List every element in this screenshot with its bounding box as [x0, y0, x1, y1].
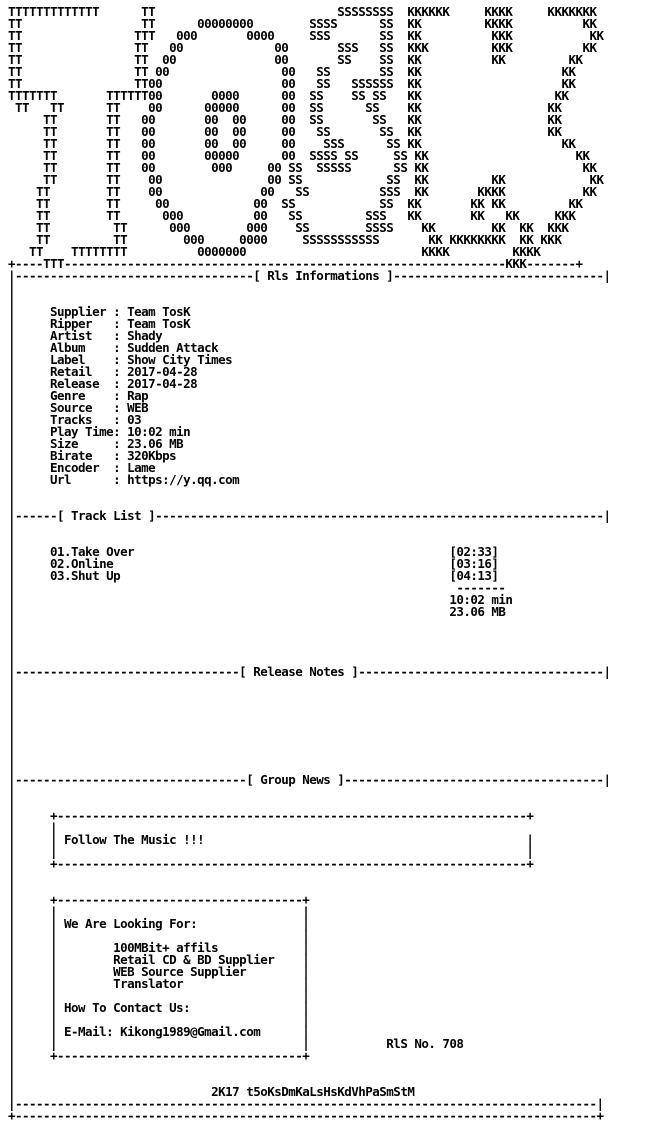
nfo-line: | | — [8, 820, 58, 835]
nfo-line: | 2K17 t5oKsDmKaLsHsKdVhPaSmStM — [8, 1084, 415, 1099]
nfo-line: TT TT 00 00 SS SS KK KK — [8, 64, 576, 79]
nfo-line: | | E-Mail: Kikong1989@Gmail.com | — [8, 1024, 310, 1039]
nfo-line: TT TT 000 00 SS SSS KK KK KK KKK — [8, 208, 576, 223]
nfo-line: | Encoder : Lame — [8, 460, 156, 475]
nfo-line: | Supplier : Team TosK — [8, 304, 191, 319]
nfo-line: | — [8, 640, 16, 655]
nfo-line: | +-----------------------------------+ — [8, 1048, 310, 1063]
nfo-line: | — [8, 880, 16, 895]
nfo-line: TTTTTTT TTTTTT00 0000 00 SS SS SS KK KK — [8, 88, 569, 103]
nfo-line: | | 100MBit+ affils | — [8, 940, 310, 955]
nfo-line: TTTTTTTTTTTTT TT SSSSSSSS KKKKKK KKKK KKKKKKK — [8, 4, 597, 19]
nfo-line: |--------------------------------[ Release Notes ]-----------------------------------| — [8, 664, 611, 679]
nfo-line: | Release : 2017-04-28 — [8, 376, 198, 391]
nfo-line: | Url : https://y.qq.com — [8, 472, 240, 487]
nfo-line: TT TT 00 00 SS SS KK KK KK — [8, 52, 583, 67]
nfo-line: | | | — [8, 928, 310, 943]
nfo-line: | — [8, 496, 16, 511]
nfo-line: TT TT 00000000 SSSS SS KK KKKK KK — [8, 16, 597, 31]
nfo-line: | | | RlS No. 708 — [8, 1036, 464, 1051]
nfo-line: |------[ Track List ]----------------------------------------------------------------| — [8, 508, 611, 523]
nfo-line: | — [8, 868, 16, 883]
nfo-line: | — [8, 280, 16, 295]
nfo-line: | — [8, 676, 16, 691]
nfo-line: | ------- — [8, 580, 506, 595]
nfo-line: | — [8, 520, 16, 535]
nfo-line: TT TT 00 00000 00 SSSS SS SS KK KK — [8, 148, 590, 163]
nfo-line: | Ripper : Team TosK — [8, 316, 191, 331]
nfo-line: | — [8, 292, 16, 307]
nfo-line: |---------------------------------[ Group News ]-------------------------------------| — [8, 772, 611, 787]
nfo-line: | Artist : Shady — [8, 328, 163, 343]
nfo-line: |-----------------------------------------------------------------------------------| — [8, 1096, 604, 1111]
nfo-line: | +-------------------------------------------------------------------+ — [8, 808, 534, 823]
nfo-line: TT TT 00 00 SS SS KK KK KK — [8, 172, 604, 187]
nfo-line: TT TT00 00 SS SSSSSS KK KK — [8, 76, 576, 91]
nfo-line: | | | — [8, 904, 310, 919]
nfo-line: TT TT 00 00 SS SSS KK KKKK KK — [8, 184, 597, 199]
nfo-line: TT TT 00 00 00 00 SS SS KK KK — [8, 124, 562, 139]
nfo-line: | 02.Online [03:16] — [8, 556, 499, 571]
nfo-line: | | WEB Source Supplier | — [8, 964, 310, 979]
nfo-line: | +-----------------------------------+ — [8, 892, 310, 907]
nfo-line: | | We Are Looking For: | — [8, 916, 310, 931]
nfo-line: | — [8, 688, 16, 703]
nfo-line: | | | — [8, 1012, 310, 1027]
nfo-line: | Genre : Rap — [8, 388, 149, 403]
nfo-line: |----------------------------------[ Rls Informations ]------------------------------| — [8, 268, 611, 283]
nfo-line: | Birate : 320Kbps — [8, 448, 177, 463]
nfo-line: | | | — [8, 988, 310, 1003]
nfo-line: | 10:02 min — [8, 592, 513, 607]
nfo-line: | — [8, 748, 16, 763]
nfo-line: | — [8, 1072, 16, 1087]
nfo-line: | — [8, 712, 16, 727]
nfo-line: TT TT 00 00 00 00 SS SS KK KK — [8, 112, 562, 127]
nfo-line: TT TT 00 00 SS SS KK KK KK KK — [8, 196, 583, 211]
nfo-line: | Size : 23.06 MB — [8, 436, 184, 451]
nfo-line: TT TT 00 00 00 00 SSS SS KK KK — [8, 136, 576, 151]
nfo-line: | 03.Shut Up [04:13] — [8, 568, 499, 583]
nfo-line: TT TTTTTTTT 0000000 KKKK KKKK — [8, 244, 541, 259]
nfo-line: | | Translator | — [8, 976, 310, 991]
nfo-line: +----TTT---------------------------------------------------------------KKK-------+ — [8, 256, 583, 271]
nfo-line: | Source : WEB — [8, 400, 149, 415]
nfo-line: | — [8, 784, 16, 799]
nfo-line: | Retail : 2017-04-28 — [8, 364, 198, 379]
nfo-line: | Play Time: 10:02 min — [8, 424, 191, 439]
nfo-line: | Label : Show City Times — [8, 352, 233, 367]
nfo-line: | — [8, 724, 16, 739]
nfo-line: TT TT 00 000 00 SS SSSSS SS KK KK — [8, 160, 597, 175]
nfo-line: | — [8, 484, 16, 499]
nfo-line: | — [8, 796, 16, 811]
nfo-line: TT TTT 000 0000 SSS SS KK KKK KK — [8, 28, 604, 43]
nfo-line: | — [8, 760, 16, 775]
nfo-line: | Album : Sudden Attack — [8, 340, 219, 355]
nfo-line: | — [8, 1060, 16, 1075]
nfo-line: | — [8, 700, 16, 715]
nfo-line: | | How To Contact Us: | — [8, 1000, 310, 1015]
nfo-line: | 01.Take Over [02:33] — [8, 544, 499, 559]
nfo-line: | 23.06 MB — [8, 604, 506, 619]
nfo-line: | | Follow The Music !!! | — [8, 832, 534, 847]
nfo-line: | | Retail CD & BD Supplier | — [8, 952, 310, 967]
nfo-line: | | | — [8, 844, 534, 859]
nfo-line: | — [8, 628, 16, 643]
nfo-line: | +-------------------------------------------------------------------+ — [8, 856, 534, 871]
nfo-line: | Tracks : 03 — [8, 412, 142, 427]
nfo-line: TT TT 000 0000 SSSSSSSSSSS KK KKKKKKKK KK KKK — [8, 232, 562, 247]
nfo-line: | — [8, 736, 16, 751]
nfo-line: TT TT 00 00 SSS SS KKK KKK KK — [8, 40, 597, 55]
nfo-line: +-----------------------------------------------------------------------------------+ — [8, 1108, 604, 1123]
nfo-line: TT TT TT 00 00000 00 SS SS KK KK — [8, 100, 562, 115]
nfo-line: | — [8, 652, 16, 667]
nfo-line: | — [8, 616, 16, 631]
nfo-line: | — [8, 532, 16, 547]
nfo-line: TT TT 000 000 SS SSSS KK KK KK KKK — [8, 220, 569, 235]
